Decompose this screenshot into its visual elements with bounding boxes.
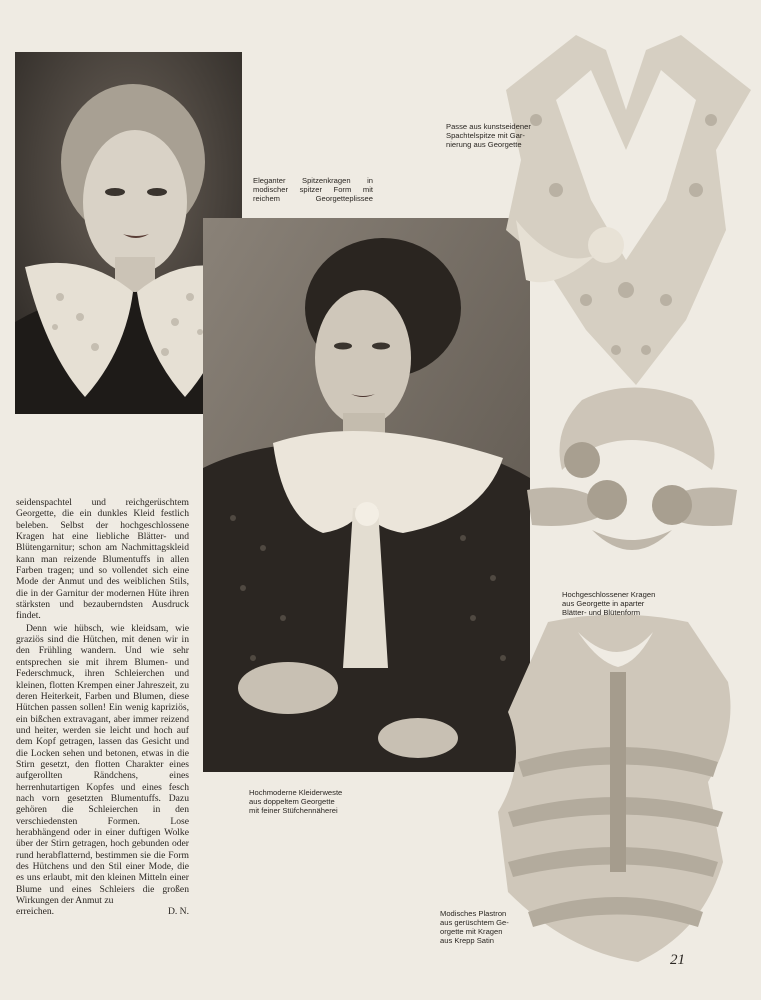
caption-spitzenkragen: Eleganter Spitzenkragen in modischer spitzer Form mit reichem Georgetteplissee — [253, 176, 373, 203]
caption-plastron: Modisches Plastron aus gerüschtem Ge- orgette mit Kragen aus Krepp Satin — [440, 909, 509, 945]
author-signature: D. N. — [167, 906, 189, 918]
caption-passe: Passe aus kunstseidener Spachtelspitze mit Gar- nierung aus Georgette — [446, 122, 531, 149]
article-text — [16, 497, 189, 918]
article-paragraph-1: seidenspachtel und reichgerüschtem Georgette, die ein dunkles Kleid festlich beleben. Selbst der hochgeschlossene Kragen hat eine liebliche Blätter- und Blütengarnitur; schon am Nachmittagskleid kann man reizende Blumentuffs in allen Farben tragen; und so vollendet sich eine Mode der Anmut und des weiblichen Stils, die in der Garnitur der modernen Hüte ihren stärksten und bezauberndsten Ausdruck findet. — [16, 497, 189, 622]
photo-woman-georgette-vest — [203, 218, 530, 772]
image-flower-collar — [522, 380, 742, 580]
article-last-line: erreichen. — [16, 906, 55, 918]
caption-hochgeschlossener-kragen: Hochgeschlossener Kragen aus Georgette in aparter Blätter- und Blütenform — [562, 590, 656, 617]
article-paragraph-2: Denn wie hübsch, wie kleidsam, wie graziös sind die Hütchen, mit denen wir in den Frühling wandern. Und wie sehr entsprechen sie mit ihrem Blumen- und Federschmuck, ihren Schleierchen und kleinen, flotten Krempen einer Jahreszeit, zu deren Heiterkeit, Farben und Blumen, diese Hütchen passen sollen! Ein wenig kapriziös, ein bißchen extravagant, aber immer reizend und heiter, werden sie leicht und hoch auf dem Kopf getragen, lassen das Gesicht und die Locken sehen und betonen, etwas in die Stirn gesetzt, den flotten Charakter eines aufgerollten Rändchens, eines herrenhutartigen Kopfes und eines fesch nach vorn gesetzten Blumentuffs. Dazu gehören die Schleierchen in den verschiedensten Formen. Lose herabhängend oder in einer duftigen Wolke über der Stirn getragen, hoch gebunden oder rund herabflatternd, bestimmen sie die Form des Hütchens und den Stil einer Mode, die es uns erlaubt, mit den kleinen Mitteln einer Blume und eines Schleiers die großen Wirkungen der Anmut zu — [16, 622, 189, 907]
article-ending — [16, 906, 189, 917]
caption-kleiderweste: Hochmoderne Kleiderweste aus doppeltem Georgette mit feiner Stüfchennäherei — [249, 788, 343, 815]
page-number: 21 — [670, 952, 685, 968]
image-lace-passe — [496, 30, 751, 390]
